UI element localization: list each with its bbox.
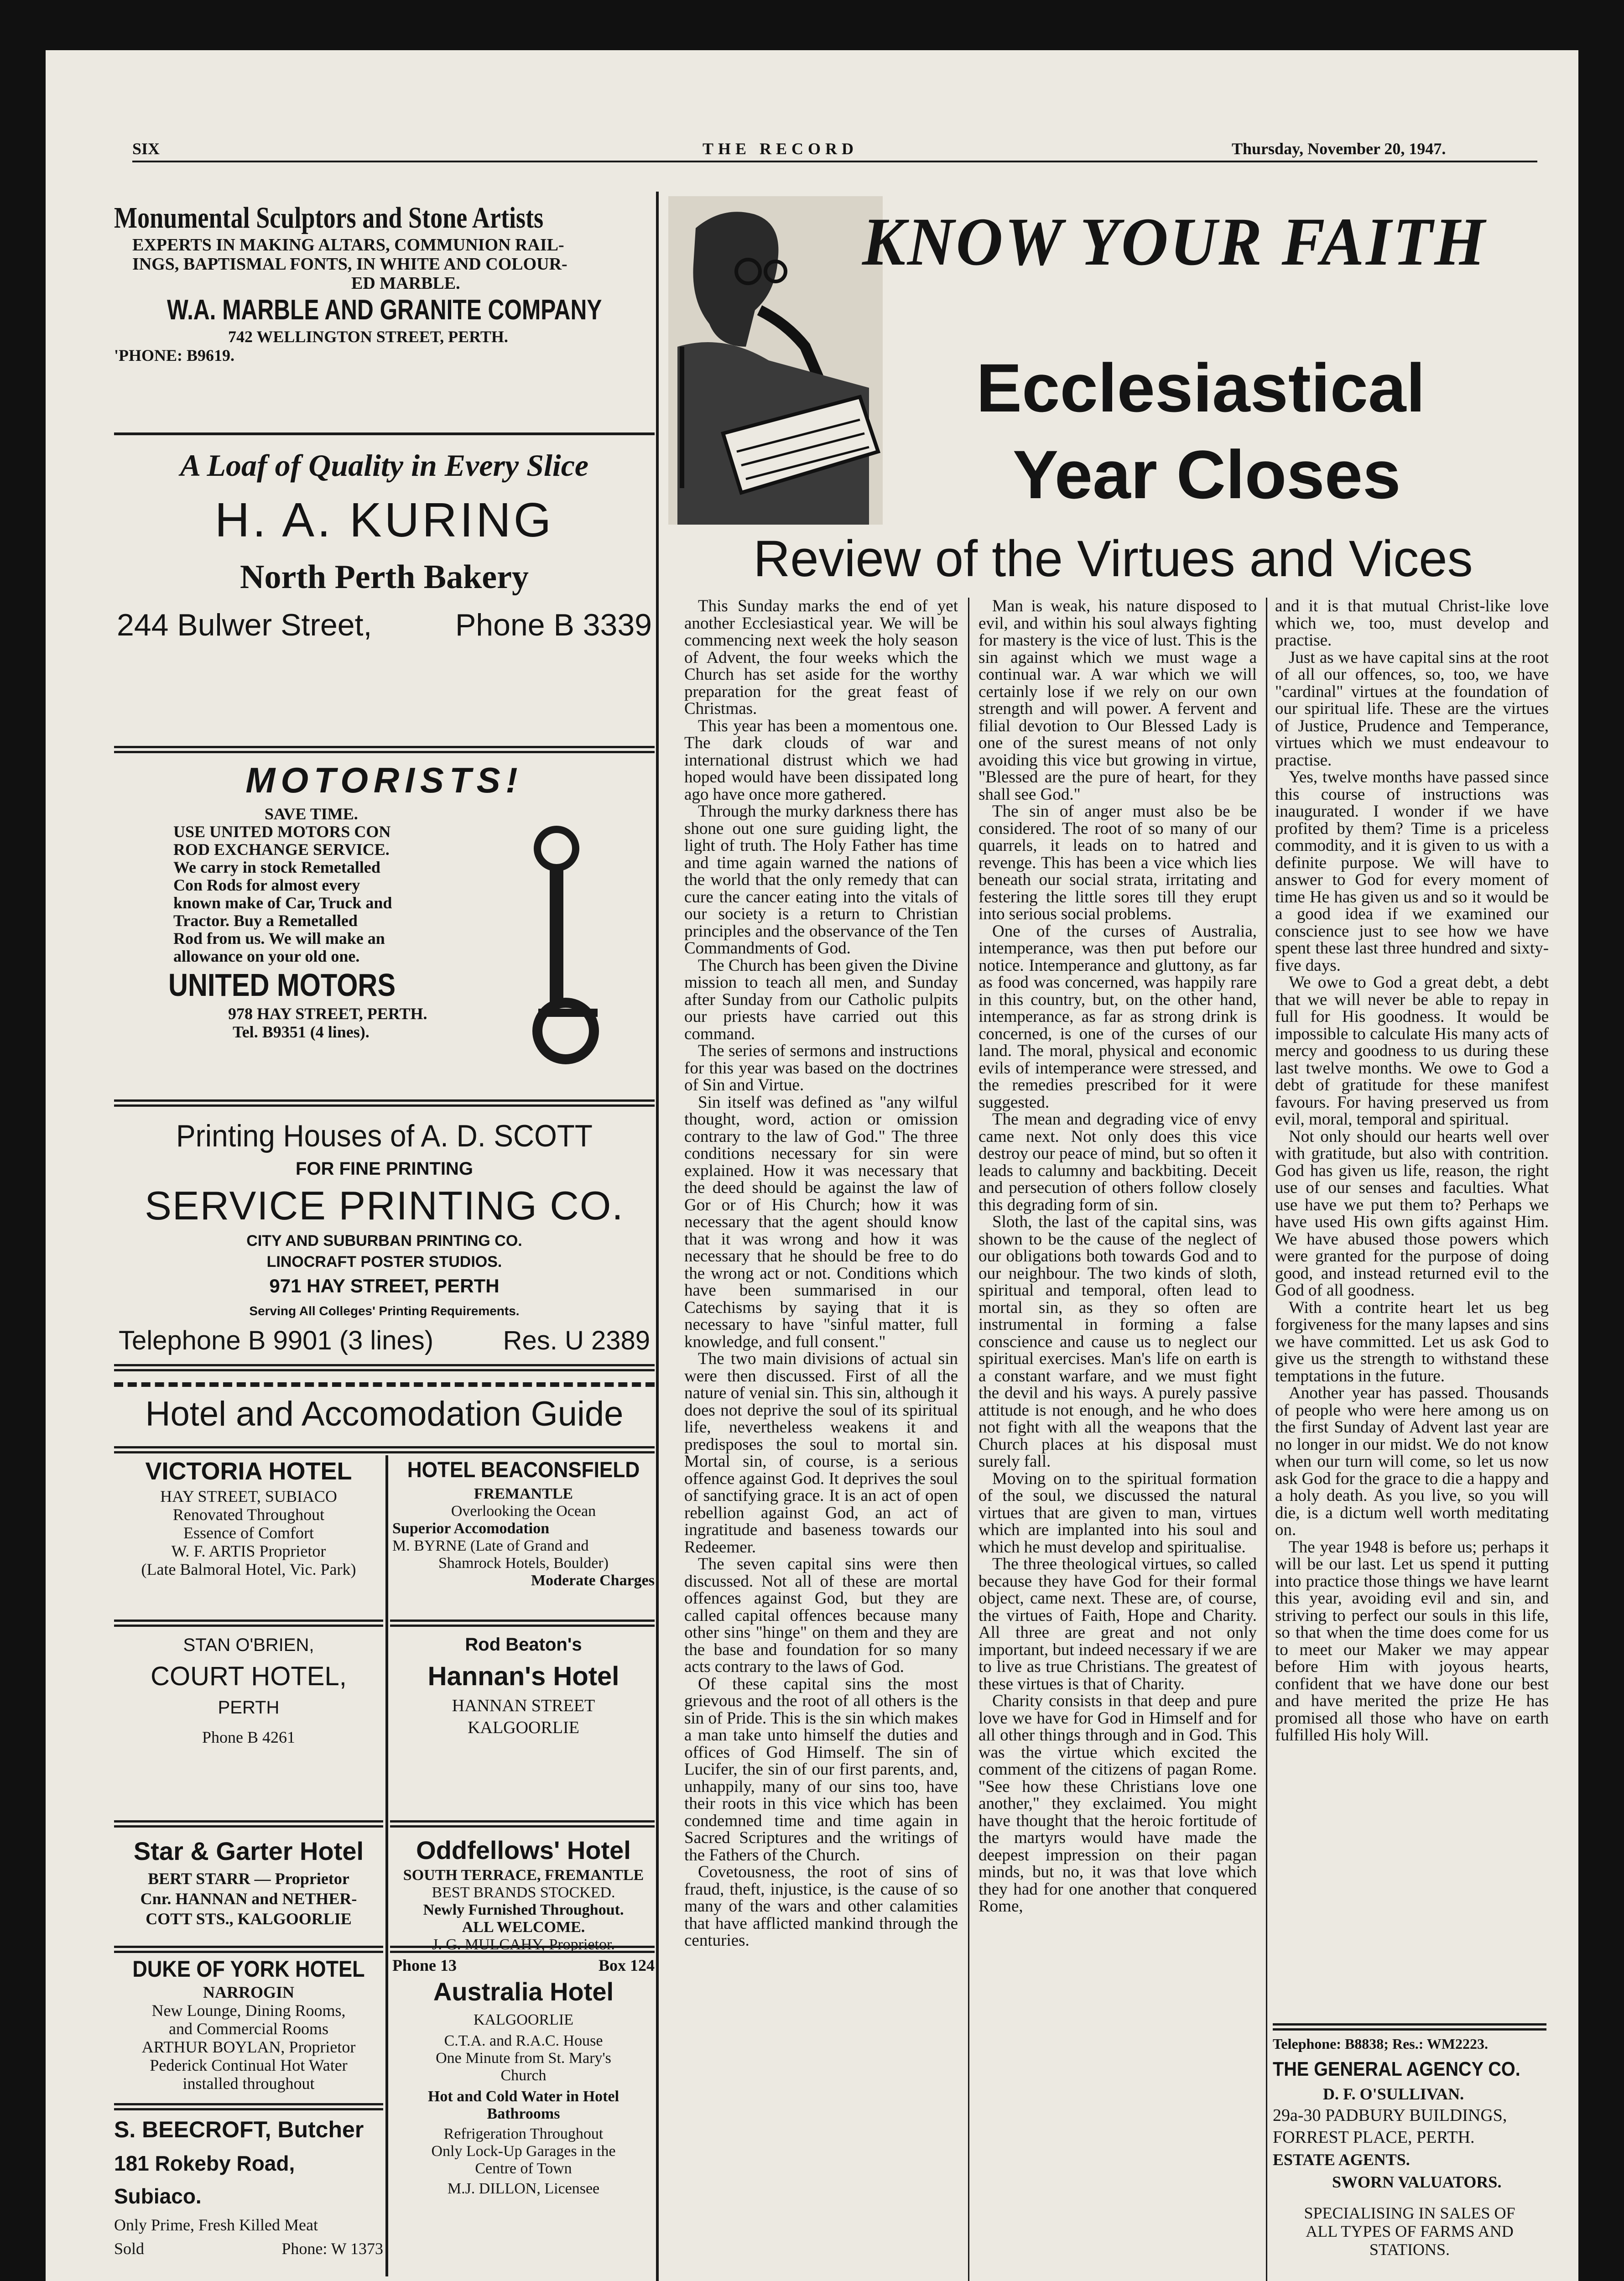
australia-line: C.T.A. and R.A.C. House <box>444 2032 603 2049</box>
divider <box>114 1946 383 1953</box>
paragraph: and it is that mutual Christ-like love which we, too, must develop and practise. <box>1275 597 1549 650</box>
divider <box>1273 2023 1546 2031</box>
paragraph: This Sunday marks the end of yet another Ecclesiastical year. We will be commencing next week the holy season of Advent, the four weeks which the Church has set aside for the worthy preparation for the great feast of Christmas. <box>684 597 958 718</box>
beaconsfield-line: FREMANTLE <box>474 1485 573 1502</box>
motors-line: USE UNITED MOTORS CON <box>173 823 391 841</box>
marble-address: 742 WELLINGTON STREET, PERTH. <box>228 328 508 346</box>
paragraph: This year has been a momentous one. The dark clouds of war and international distrust which we had hoped would have been dissipated long ago have once more gathered. <box>684 716 958 804</box>
divider <box>114 1620 383 1627</box>
monumental-sculptors-ad <box>114 201 648 365</box>
victoria-line: HAY STREET, SUBIACO <box>160 1487 337 1505</box>
left-column-divider <box>656 192 659 2281</box>
kuring-street: 244 Bulwer Street, <box>117 608 372 642</box>
beaconsfield-name: HOTEL BEACONSFIELD <box>407 1458 640 1482</box>
divider <box>390 1620 655 1627</box>
court-owner: STAN O'BRIEN, <box>183 1635 314 1655</box>
scott-telephone: Telephone B 9901 (3 lines) <box>119 1326 434 1355</box>
united-motors-address: 978 HAY STREET, PERTH. <box>228 1005 427 1023</box>
article-column-2 <box>979 598 1257 1915</box>
general-agency-ad <box>1273 2032 1546 2259</box>
australia-line: Church <box>500 2067 547 2084</box>
paragraph: The Church has been given the Divine mission to teach all men, and Sunday after Sunday from our Catholic pulpits our priests have carried out this command. <box>684 956 958 1043</box>
beecroft-line: Only Prime, Fresh Killed Meat <box>114 2216 318 2234</box>
beaconsfield-line: Superior Accomodation <box>392 1520 550 1537</box>
page-number: SIX <box>132 140 160 158</box>
paragraph: The year 1948 is before us; perhaps it will be our last. Let us spend it putting into practice those things we have learnt this year, avoiding evil and sin, and striving to perfect our souls in this life, so that when the time does come for us to meet our Maker we may appear before Him with joyous hearts, confident that we have done our best and have merited the prize He has promised all those who have on earth fulfilled His holy Will. <box>1275 1537 1549 1745</box>
beecroft-sold: Sold <box>114 2239 145 2258</box>
paragraph: With a contrite heart let us beg forgiveness for the many lapses and sins we have committed. Let us ask God to give us the strength to withstand these temptations in the future. <box>1275 1298 1549 1385</box>
paragraph: The sin of anger must also be be considered. The root of so many of our quarrels, it leads on to hatred and revenge. This has been a vice which lies beneath our social strata, irritating and festering the little sores till they erupt into serious social problems. <box>979 802 1257 923</box>
monumental-line: ED MARBLE. <box>351 274 460 293</box>
oddfellows-line: SOUTH TERRACE, FREMANTLE <box>403 1867 644 1884</box>
motorists-title: MOTORISTS! <box>245 760 523 800</box>
duke-name: DUKE OF YORK HOTEL <box>132 1956 365 1982</box>
scott-address: 971 HAY STREET, PERTH <box>269 1275 500 1297</box>
paragraph: Just as we have capital sins at the root of all our offences, so, too, we have "cardinal" virtues at the foundation of our spiritual life. These are the virtues of Justice, Prudence and Temperance, virtues which we must endeavour to practise. <box>1275 648 1549 770</box>
agency-special: SPECIALISING IN SALES OF <box>1304 2204 1515 2222</box>
headline-line-2: Year Closes <box>1013 436 1401 513</box>
duke-line: NARROGIN <box>203 1983 294 2001</box>
star-garter-hotel-ad <box>114 1834 383 1929</box>
beaconsfield-hotel-ad <box>392 1455 655 1589</box>
duke-line: installed throughout <box>182 2074 315 2093</box>
motors-line: We carry in stock Remetalled <box>173 858 380 876</box>
court-name: COURT HOTEL, <box>151 1661 347 1691</box>
star-name: Star & Garter Hotel <box>133 1837 364 1865</box>
paragraph: We owe to God a great debt, a debt that we will never be able to repay in full for His goodness. It would be impossible to calculate His many acts of mercy and goodness to us during these last twelve months. We owe to God a debt of gratitude for these manifest favours. For having preserved us from evil, moral, temporal and spiritual. <box>1275 973 1549 1129</box>
paragraph: Charity consists in that deep and pure love we have for God in Himself and for all other things through and in God. This was the virtue which excited the comment of the citizens of pagan Rome. "See how these Christians love one another," they exclaimed. You might have thought that the heroic fortitude of the martyrs would have made the deepest impression on their pagan minds, but no, it was that love which they had for one another that conquered Rome, <box>979 1692 1257 1916</box>
victoria-line: W. F. ARTIS Proprietor <box>171 1542 326 1560</box>
australia-hotel-ad <box>392 1955 655 2198</box>
australia-line: Hot and Cold Water in Hotel <box>427 2088 619 2105</box>
hannan-city: KALGOORLIE <box>468 1718 579 1737</box>
column-divider <box>968 598 969 2281</box>
know-your-faith-kicker: KNOW YOUR FAITH <box>862 204 1487 280</box>
paragraph: The two main divisions of actual sin were then discussed. First of all the nature of venial sin. This sin, although it does not deprive the soul of its spiritual life, nevertheless weakens it and predisposes the soul to mortal sin. Mortal sin, of course, is a serious offence against God. It deprives the soul of sanctifying grace. It is an act of open rebellion against God, an act of ingratitude and baseness towards our Redeemer. <box>684 1349 958 1557</box>
issue-date: Thursday, November 20, 1947. <box>1232 140 1446 158</box>
paragraph: Yes, twelve months have passed since this course of instructions was inaugurated. I wonder if we have profited by them? Time is a priceless commodity, and it is given to us with a definite purpose. We will have to answer to God for every moment of time He has given us and so it would be a good idea if we examined our conscience just to see how we have spent these last three hundred and sixty-five days. <box>1275 768 1549 975</box>
motors-line: allowance on your old one. <box>173 947 360 965</box>
kuring-slogan: A Loaf of Quality in Every Slice <box>180 448 589 483</box>
hannan-owner: Rod Beaton's <box>465 1635 582 1655</box>
beecroft-butcher-ad <box>114 2112 383 2260</box>
agency-name: THE GENERAL AGENCY CO. <box>1273 2058 1520 2080</box>
duke-line: and Commercial Rooms <box>169 2020 328 2038</box>
kuring-name: H. A. KURING <box>214 493 554 547</box>
masthead-rule <box>132 161 1537 162</box>
paper-name: THE RECORD <box>703 140 859 158</box>
australia-phone: Phone 13 <box>392 1956 457 1974</box>
paragraph: One of the curses of Australia, intemperance, was then put before our notice. Intemperance and gluttony, as far as food was concerned, was happily rare in this country, but, on the other hand, intemperance, as far as strong drink is concerned, is one of the curses of our land. The moral, physical and economic evils of intemperance were stressed, and the remedies prescribed for it were suggested. <box>979 922 1257 1112</box>
australia-line: Refrigeration Throughout <box>443 2125 604 2142</box>
kuring-bakery-name: North Perth Bakery <box>240 558 529 596</box>
duke-of-york-hotel-ad <box>114 1955 383 2093</box>
beaconsfield-line: Shamrock Hotels, Boulder) <box>438 1555 609 1572</box>
victoria-hotel-ad <box>114 1455 383 1578</box>
oddfellows-line: ALL WELCOME. <box>462 1919 585 1936</box>
australia-box: Box 124 <box>598 1956 655 1974</box>
oddfellows-line: BEST BRANDS STOCKED. <box>432 1884 615 1901</box>
motors-line: known make of Car, Truck and <box>173 894 392 912</box>
service-printing-ad <box>114 1115 655 1359</box>
agency-line: 29a-30 PADBURY BUILDINGS, <box>1273 2106 1507 2125</box>
motors-line: Con Rods for almost every <box>173 876 360 894</box>
motors-line: SAVE TIME. <box>265 805 358 823</box>
agency-telephone: Telephone: B8838; Res.: WM2223. <box>1273 2036 1488 2052</box>
paragraph: The mean and degrading vice of envy came next. Not only does this vice destroy our peace of mind, but so often it leads to calumny and backbiting. Deceit and persecution of others follow closely this degrading form of sin. <box>979 1110 1257 1214</box>
monumental-line: EXPERTS IN MAKING ALTARS, COMMUNION RAIL- <box>132 235 564 255</box>
divider <box>390 1946 655 1953</box>
motors-line: ROD EXCHANGE SERVICE. <box>173 840 390 859</box>
headline-line-1: Ecclesiastical <box>976 349 1426 426</box>
duke-line: ARTHUR BOYLAN, Proprietor <box>141 2038 356 2056</box>
divider <box>114 1820 383 1828</box>
scott-line: CITY AND SUBURBAN PRINTING CO. <box>246 1232 522 1250</box>
oddfellows-line: J. G. MULCAHY, Proprietor. <box>432 1936 615 1953</box>
victoria-name: VICTORIA HOTEL <box>145 1458 352 1485</box>
divider <box>114 432 655 435</box>
paragraph: The seven capital sins were then discussed. Not all of these are mortal offences against God, but they are called capital offences because many other sins "hinge" on them and they are the base and foundation for so many acts contrary to the laws of God. <box>684 1555 958 1676</box>
article-subhead: Review of the Virtues and Vices <box>753 530 1473 587</box>
paragraph: Not only should our hearts well over with gratitude, but also with contrition. God has given us life, reason, the right use of our senses and faculties. What use have we put them to? Perhaps we have used His own gifts against Him. We have abused those powers which were granted for the purpose of doing good, and instead returned evil to the God of all goodness. <box>1275 1127 1549 1300</box>
agency-special: ALL TYPES OF FARMS AND <box>1306 2222 1514 2240</box>
beaconsfield-line: Overlooking the Ocean <box>451 1503 596 1520</box>
paragraph: Man is weak, his nature disposed to evil, and within his soul always fighting for mastery is the vice of lust. This is the sin against which we must wage a continual war. A war which we will certainly lose if we rely on our own strength and will power. A fervent and filial devotion to Our Blessed Lady is one of the surest means of not only avoiding this vice but growing in virtue, "Blessed are the pure of heart, for they shall see God." <box>979 597 1257 804</box>
motors-line: Rod from us. We will make an <box>173 929 385 948</box>
star-line: BERT STARR — Proprietor <box>148 1870 349 1888</box>
kuring-phone: Phone B 3339 <box>455 608 652 642</box>
beaconsfield-line: Moderate Charges <box>531 1572 655 1589</box>
oddfellows-line: Newly Furnished Throughout. <box>423 1901 624 1918</box>
hotel-guide-divider <box>385 1455 388 2276</box>
monumental-line: INGS, BAPTISMAL FONTS, IN WHITE AND COLOUR- <box>132 255 567 274</box>
victoria-line: Essence of Comfort <box>183 1524 314 1542</box>
column-divider <box>1266 598 1267 2281</box>
australia-line: One Minute from St. Mary's <box>436 2050 611 2067</box>
divider <box>390 1820 655 1828</box>
australia-line: Bathrooms <box>487 2105 560 2122</box>
scott-sub: FOR FINE PRINTING <box>296 1159 473 1179</box>
court-hotel-ad <box>114 1631 383 1753</box>
scott-serving: Serving All Colleges' Printing Requirements. <box>249 1304 520 1318</box>
divider <box>114 1446 655 1453</box>
marble-company-name: W.A. MARBLE AND GRANITE COMPANY <box>167 294 602 326</box>
australia-line: KALGOORLIE <box>473 2011 574 2028</box>
court-city: PERTH <box>218 1698 280 1718</box>
monumental-title: Monumental Sculptors and Stone Artists <box>114 201 544 234</box>
duke-line: Pederick Continual Hot Water <box>150 2056 348 2074</box>
paragraph: Sin itself was defined as "any wilful thought, word, action or omission contrary to the law of God." The three conditions necessary for sin were explained. How it was necessary that the deed should be against the law of Gor or of His Church; how it was necessary that the agent should know that it was wrong and how it was necessary that he should be free to do the wrong act or not. Conditions which have been summarised in our Catechisms by saying that it is necessary to have "sinful matter, full knowledge, and full consent." <box>684 1093 958 1351</box>
paragraph: Through the murky darkness there has shone out one sure guiding light, the light of truth. The Holy Father has time and time again warned the nations of the world that the only remedy that can cure the cancer eating into the vitals of our society is a return to Christian principles and the observance of the Ten Commandments of God. <box>684 802 958 958</box>
paragraph: Covetousness, the root of sins of fraud, theft, injustice, is the cause of so many of the wars and other calamities that have afflicted mankind through the centuries. <box>684 1863 958 1950</box>
australia-name: Australia Hotel <box>433 1977 614 2006</box>
article-column-3 <box>1275 598 1549 1744</box>
dashed-divider <box>114 1382 655 1387</box>
hannan-name: Hannan's Hotel <box>427 1661 619 1691</box>
hannan-street: HANNAN STREET <box>452 1696 595 1715</box>
hannans-hotel-ad <box>392 1631 655 1739</box>
agency-estate-agents: ESTATE AGENTS. <box>1273 2151 1410 2169</box>
reading-man-illustration-icon <box>668 196 883 525</box>
scott-title: Printing Houses of A. D. SCOTT <box>176 1119 593 1153</box>
connecting-rod-icon <box>529 821 611 1068</box>
divider <box>114 2103 383 2110</box>
article-column-1 <box>684 598 958 1949</box>
beecroft-phone: Phone: W 1373 <box>281 2239 383 2258</box>
divider <box>114 746 655 753</box>
court-phone: Phone B 4261 <box>202 1728 295 1746</box>
oddfellows-name: Oddfellows' Hotel <box>416 1836 631 1864</box>
beecroft-name: S. BEECROFT, Butcher <box>114 2117 364 2142</box>
newspaper-page <box>46 50 1578 2281</box>
beaconsfield-line: M. BYRNE (Late of Grand and <box>392 1537 589 1554</box>
divider <box>114 1099 655 1107</box>
australia-line: Only Lock-Up Garages in the <box>431 2143 616 2160</box>
paragraph: Sloth, the last of the capital sins, was shown to be the cause of the neglect of our obligations both towards God and to our neighbour. The two kinds of sloth, spiritual and temporal, often lead to mortal sin, as they so often are instrumental in forming a false conscience and cause us to neglect our spiritual exercises. Man's life on earth is a constant warfare, and we must fight the devil and his ways. A purely passive attitude is not enough, and he who does not fight with all the weapons that the Church places at his disposal must surely fall. <box>979 1213 1257 1471</box>
kuring-bakery-ad <box>114 443 655 648</box>
service-printing-name: SERVICE PRINTING CO. <box>145 1183 624 1228</box>
victoria-line: (Late Balmoral Hotel, Vic. Park) <box>141 1560 356 1578</box>
star-line: COTT STS., KALGOORLIE <box>146 1910 352 1928</box>
star-line: Cnr. HANNAN and NETHER- <box>140 1890 357 1908</box>
paragraph: Another year has passed. Thousands of people who were here among us on the first Sunday of Advent last year are no longer in our midst. We do not know when our turn will come, so let us now ask God for the grace to die a happy and a holy death. As you live, so you will die, is a dictum well worth meditating on. <box>1275 1384 1549 1539</box>
hotel-guide-title: Hotel and Accomodation Guide <box>145 1395 624 1433</box>
australia-line: Centre of Town <box>475 2160 572 2177</box>
agency-valuators: SWORN VALUATORS. <box>1332 2173 1502 2191</box>
paragraph: The three theological virtues, so called because they have God for their formal object, came next. These are, of course, the virtues of Faith, Hope and Charity. All three are great and not only important, but indeed necessary if we are to live as true Christians. The greatest of these virtues is that of Charity. <box>979 1555 1257 1693</box>
divider <box>114 1364 655 1371</box>
beecroft-address: 181 Rokeby Road, Subiaco. <box>114 2151 295 2208</box>
victoria-line: Renovated Throughout <box>172 1505 325 1524</box>
agency-special: STATIONS. <box>1369 2240 1450 2259</box>
paragraph: Of these capital sins the most grievous and the root of all others is the sin of Pride. This is the sin which makes a man take unto himself the duties and offices of God Himself. The sin of Lucifer, the sin of our first parents, and, unhappily, many of our sins too, have their roots in this vice which has been condemned time and time again in Sacred Scriptures and the writings of the Fathers of the Church. <box>684 1674 958 1864</box>
united-motors-tel: Tel. B9351 (4 lines). <box>233 1023 370 1041</box>
oddfellows-hotel-ad <box>392 1834 655 1953</box>
duke-line: New Lounge, Dining Rooms, <box>151 2001 346 2020</box>
united-motors-name: UNITED MOTORS <box>168 967 396 1003</box>
scott-line: LINOCRAFT POSTER STUDIOS. <box>266 1253 502 1271</box>
agency-owner: D. F. O'SULLIVAN. <box>1323 2085 1464 2103</box>
motors-line: Tractor. Buy a Remetalled <box>173 911 358 930</box>
paragraph: The series of sermons and instructions for this year was based on the doctrines of Sin and Virtue. <box>684 1042 958 1094</box>
agency-line: FORREST PLACE, PERTH. <box>1273 2128 1475 2147</box>
scott-res: Res. U 2389 <box>503 1326 650 1355</box>
paragraph: Moving on to the spiritual formation of the soul, we discussed the natural virtues that are given to man, virtues which are implanted into his soul and which he must develop and spiritualise. <box>979 1469 1257 1557</box>
australia-line: M.J. DILLON, Licensee <box>447 2180 600 2197</box>
marble-phone: 'PHONE: B9619. <box>114 346 235 365</box>
